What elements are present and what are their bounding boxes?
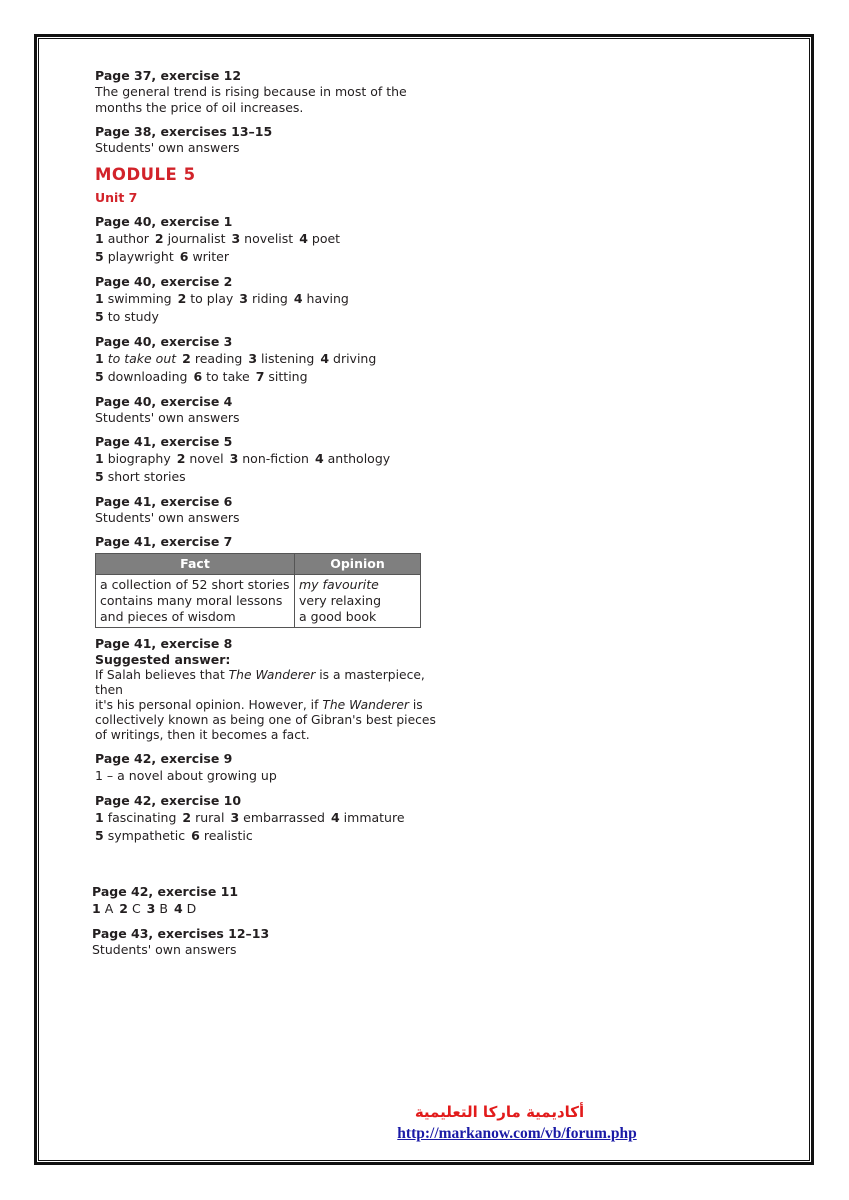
- answer-rows: [95, 350, 455, 386]
- section-heading: Page 38, exercises 13–15: [95, 124, 273, 139]
- item-answer: riding: [251, 291, 288, 306]
- fact-line: contains many moral lessons: [100, 593, 283, 608]
- item-number: 1: [95, 451, 104, 466]
- item-answer: A: [104, 901, 114, 916]
- answer-rows: [95, 230, 455, 266]
- item-number: 4: [173, 901, 183, 916]
- exercise-7: [95, 534, 455, 628]
- section-text: 1 – a novel about growing up: [95, 768, 277, 783]
- section-heading: Page 42, exercise 10: [95, 793, 242, 808]
- answer-row: [95, 809, 455, 827]
- answer-row: [95, 468, 455, 486]
- section-heading: Page 40, exercise 3: [95, 334, 233, 349]
- item-number: 6: [193, 369, 203, 384]
- answer-row: [95, 368, 455, 386]
- exercise-block: [95, 334, 455, 386]
- exercise-9: [95, 751, 455, 785]
- section-heading: Page 40, exercise 4: [95, 394, 233, 409]
- exercise-block: [95, 394, 455, 426]
- section-text: Students' own answers: [95, 510, 240, 525]
- fact-cell: [96, 575, 295, 628]
- item-answer: sitting: [268, 369, 308, 384]
- item-number: 3: [229, 451, 239, 466]
- item-number: 1: [95, 291, 104, 306]
- exercise-block: [95, 434, 455, 486]
- item-answer: writer: [192, 249, 230, 264]
- section-text: The general trend is rising because in most of the: [95, 84, 407, 99]
- item-number: 3: [239, 291, 248, 306]
- section-text: Students' own answers: [95, 410, 240, 425]
- exercise-block: [95, 274, 455, 326]
- answer-row: [95, 350, 455, 368]
- section-heading: Page 43, exercises 12–13: [92, 926, 270, 941]
- answer-rows: [92, 900, 452, 918]
- item-number: 5: [95, 369, 104, 384]
- item-answer: sympathetic: [107, 828, 186, 843]
- answer-row: [95, 230, 455, 248]
- item-number: 5: [95, 469, 104, 484]
- section-heading: Page 41, exercise 8: [95, 636, 233, 651]
- item-number: 4: [314, 451, 324, 466]
- answer-rows: [95, 290, 455, 326]
- item-number: 2: [177, 291, 187, 306]
- fact-line: and pieces of wisdom: [100, 609, 236, 624]
- section-heading: Page 41, exercise 7: [95, 534, 233, 549]
- answer-line: of writings, then it becomes a fact.: [95, 728, 310, 742]
- item-answer: embarrassed: [243, 810, 325, 825]
- footer: [0, 1103, 849, 1143]
- item-number: 7: [255, 369, 265, 384]
- section-heading: Page 40, exercise 1: [95, 214, 233, 229]
- item-number: 1: [92, 901, 101, 916]
- section-page38: [95, 124, 455, 156]
- item-answer: biography: [107, 451, 171, 466]
- item-number: 3: [231, 231, 241, 246]
- item-answer: to take out: [107, 351, 177, 366]
- section-heading: Page 41, exercise 5: [95, 434, 233, 449]
- answer-line: If Salah believes that The Wanderer is a masterpiece, then: [95, 668, 425, 697]
- answer-key-lower: [92, 884, 452, 966]
- fact-opinion-table: [95, 553, 421, 628]
- answer-rows: [95, 809, 455, 845]
- exercise-block: [95, 494, 455, 526]
- section-text: months the price of oil increases.: [95, 100, 304, 115]
- item-answer: author: [107, 231, 149, 246]
- opinion-cell: [295, 575, 421, 628]
- opinion-line: very relaxing: [299, 593, 382, 608]
- answer-row: [95, 450, 455, 468]
- item-answer: B: [159, 901, 168, 916]
- item-answer: journalist: [167, 231, 226, 246]
- item-answer: novel: [189, 451, 224, 466]
- exercise-8: [95, 636, 455, 743]
- opinion-line: my favourite: [299, 577, 379, 592]
- item-number: 2: [154, 231, 164, 246]
- item-answer: to study: [107, 309, 159, 324]
- section-text: Students' own answers: [95, 140, 240, 155]
- item-answer: realistic: [203, 828, 253, 843]
- item-answer: reading: [194, 351, 243, 366]
- forum-link[interactable]: http://markanow.com/vb/forum.php: [397, 1125, 637, 1142]
- item-number: 4: [320, 351, 330, 366]
- unit-title: Unit 7: [95, 190, 138, 205]
- item-answer: playwright: [107, 249, 174, 264]
- section-page37: [95, 68, 455, 116]
- section-heading: Page 37, exercise 12: [95, 68, 242, 83]
- item-answer: rural: [195, 810, 225, 825]
- item-number: 5: [95, 828, 104, 843]
- answer-row: [95, 827, 455, 845]
- item-number: 6: [179, 249, 189, 264]
- item-answer: anthology: [327, 451, 391, 466]
- item-number: 2: [182, 810, 192, 825]
- item-number: 5: [95, 249, 104, 264]
- answer-row: [95, 248, 455, 266]
- section-text: Students' own answers: [92, 942, 237, 957]
- item-answer: short stories: [107, 469, 186, 484]
- item-answer: listening: [261, 351, 315, 366]
- item-answer: immature: [343, 810, 405, 825]
- exercise-block: [95, 214, 455, 266]
- item-answer: downloading: [107, 369, 188, 384]
- item-number: 4: [293, 291, 303, 306]
- item-number: 2: [176, 451, 186, 466]
- item-number: 6: [191, 828, 200, 843]
- item-number: 1: [95, 810, 104, 825]
- module-sections: [95, 214, 455, 526]
- item-number: 3: [248, 351, 258, 366]
- suggested-answer-label: Suggested answer:: [95, 652, 231, 667]
- answer-row: [92, 900, 452, 918]
- item-number: 5: [95, 309, 104, 324]
- item-number: 1: [95, 351, 104, 366]
- section-heading: Page 40, exercise 2: [95, 274, 233, 289]
- fact-header: Fact: [96, 554, 295, 575]
- module-title: MODULE 5: [95, 165, 196, 184]
- item-answer: driving: [333, 351, 377, 366]
- exercise-10: [95, 793, 455, 845]
- item-number: 4: [330, 810, 340, 825]
- item-answer: D: [186, 901, 197, 916]
- section-heading: Page 42, exercise 9: [95, 751, 233, 766]
- item-answer: C: [131, 901, 141, 916]
- section-heading: Page 42, exercise 11: [92, 884, 239, 899]
- item-number: 4: [299, 231, 308, 246]
- answer-rows: [95, 450, 455, 486]
- exercise-12-13: [92, 926, 452, 958]
- answer-line: it's his personal opinion. However, if The Wanderer is: [95, 698, 423, 712]
- exercise-11: [92, 884, 452, 918]
- fact-line: a collection of 52 short stories: [100, 577, 290, 592]
- item-number: 2: [182, 351, 191, 366]
- item-number: 3: [230, 810, 240, 825]
- item-answer: having: [306, 291, 349, 306]
- item-number: 3: [146, 901, 156, 916]
- section-heading: Page 41, exercise 6: [95, 494, 233, 509]
- item-number: 1: [95, 231, 104, 246]
- answer-row: [95, 308, 455, 326]
- answer-row: [95, 290, 455, 308]
- item-answer: fascinating: [107, 810, 177, 825]
- opinion-line: a good book: [299, 609, 377, 624]
- answer-line: collectively known as being one of Gibran's best pieces: [95, 713, 436, 727]
- item-answer: swimming: [107, 291, 172, 306]
- item-number: 2: [119, 901, 128, 916]
- opinion-header: Opinion: [295, 554, 421, 575]
- answer-key-content: [95, 68, 455, 853]
- item-answer: poet: [311, 231, 341, 246]
- item-answer: novelist: [244, 231, 294, 246]
- academy-name: أكاديمية ماركا التعليمية: [414, 1103, 585, 1121]
- item-answer: to take: [206, 369, 250, 384]
- item-answer: non-fiction: [242, 451, 309, 466]
- item-answer: to play: [190, 291, 234, 306]
